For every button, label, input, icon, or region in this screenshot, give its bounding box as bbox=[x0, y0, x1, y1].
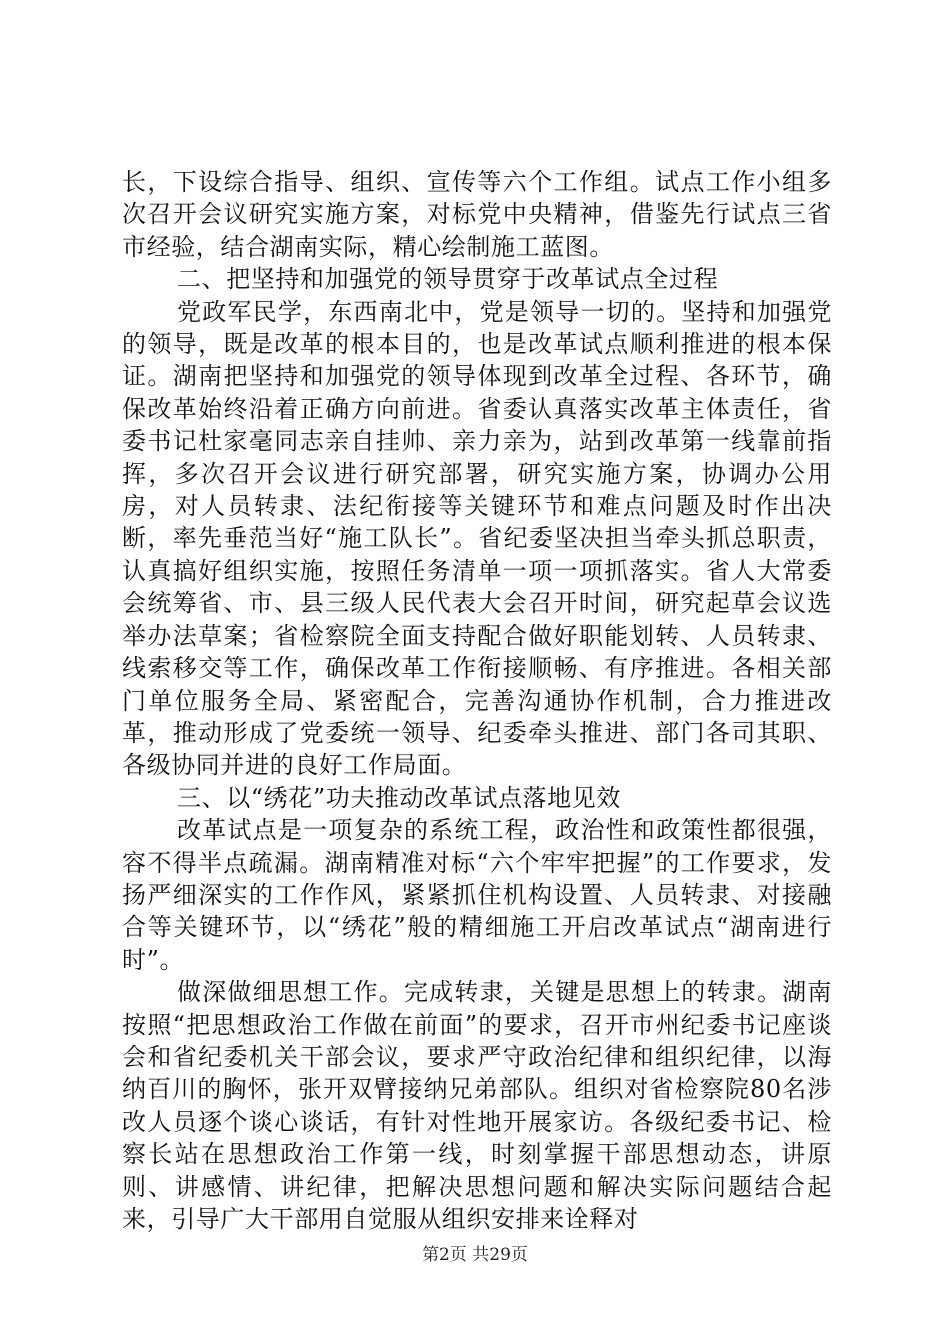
paragraph-ideological-work: 做深做细思想工作。完成转隶，关键是思想上的转隶。湖南按照“把思想政治工作做在前面”的要求，召开市州纪委书记座谈会和省纪委机关干部会议，要求严守政治纪律和组织纪律，以海纳百川的胸怀，张开双臂接纳兄弟部队。组织对省检察院80名涉改人员逐个谈心谈话，有针对性地开展家访。各级纪委书记、检察长站在思想政治工作第一线，时刻掌握干部思想动态，讲原则、讲感情、讲纪律，把解决思想问题和解决实际问题结合起来，引导广大干部用自觉服从组织安排来诠释对 bbox=[122, 978, 832, 1233]
page-number-footer: 第2页 共29页 bbox=[422, 1245, 528, 1265]
section-heading-three: 三、以“绣花”功夫推动改革试点落地见效 bbox=[177, 783, 621, 812]
section-heading-two: 二、把坚持和加强党的领导贯穿于改革试点全过程 bbox=[177, 265, 719, 294]
paragraph-party-leadership: 党政军民学，东西南北中，党是领导一切的。坚持和加强党的领导，既是改革的根本目的，也是改革试点顺利推进的根本保证。湖南把坚持和加强党的领导体现到改革全过程、各环节，确保改革始终沿着正确方向前进。省委认真落实改革主体责任，省委书记杜家毫同志亲自挂帅、亲力亲为，站到改革第一线靠前指挥，多次召开会议进行研究部署，研究实施方案，协调办公用房，对人员转隶、法纪衔接等关键环节和难点问题及时作出决断，率先垂范当好“施工队长”。省纪委坚决担当牵头抓总职责，认真搞好组织实施，按照任务清单一项一项抓落实。省人大常委会统筹省、市、县三级人民代表大会召开时间，研究起草会议选举办法草案；省检察院全面支持配合做好职能划转、人员转隶、线索移交等工作，确保改革工作衔接顺畅、有序推进。各相关部门单位服务全局、紧密配合，完善沟通协作机制，合力推进改革，推动形成了党委统一领导、纪委牵头推进、部门各司其职、各级协同并进的良好工作局面。 bbox=[122, 297, 832, 780]
paragraph-reform-pilot: 改革试点是一项复杂的系统工程，政治性和政策性都很强，容不得半点疏漏。湖南精准对标“六个牢牢把握”的工作要求，发扬严细深实的工作作风，紧紧抓住机构设置、人员转隶、对接融合等关键环节，以“绣花”般的精细施工开启改革试点“湖南进行时”。 bbox=[122, 816, 832, 974]
document-body bbox=[122, 166, 832, 1235]
paragraph-continuation: 长，下设综合指导、组织、宣传等六个工作组。试点工作小组多次召开会议研究实施方案，对标党中央精神，借鉴先行试点三省市经验，结合湖南实际，精心绘制施工蓝图。 bbox=[122, 168, 832, 261]
